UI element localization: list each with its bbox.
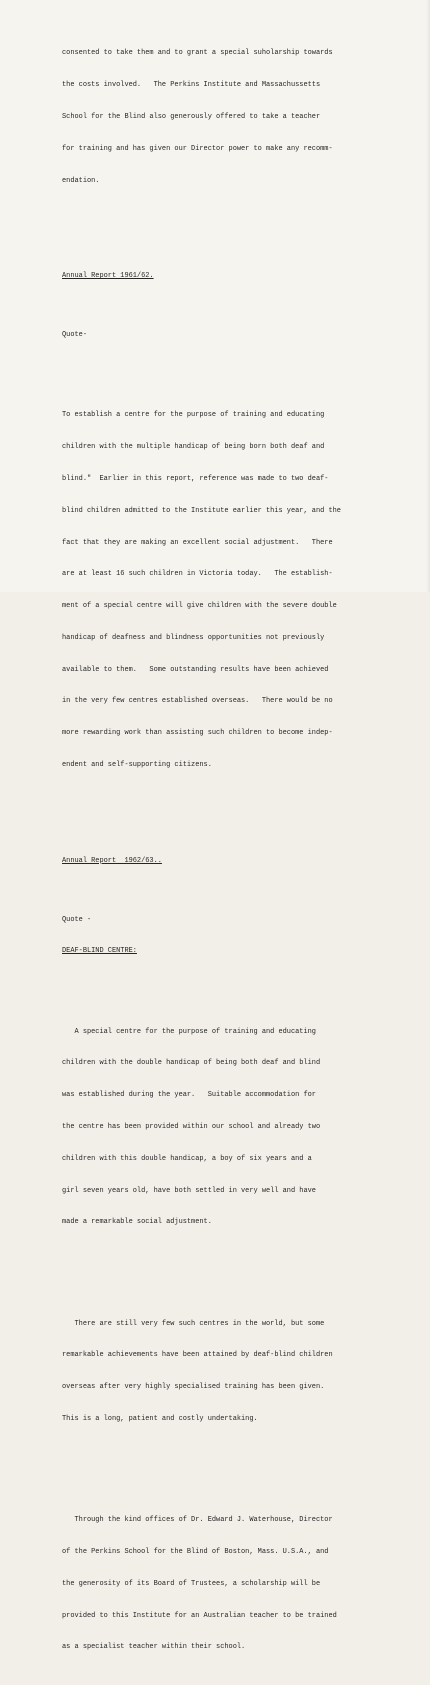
report-heading-1962: Annual Report 1962/63.. — [62, 856, 162, 865]
text-line: the generosity of its Board of Trustees, a scholarship will be — [62, 1579, 321, 1588]
text-line: made a remarkable social adjustment. — [62, 1218, 212, 1227]
text-line: A special centre for the purpose of training and educating — [62, 1027, 316, 1036]
text-line: fact that they are making an excellent social adjustment. There — [62, 538, 333, 547]
text-line: To establish a centre for the purpose of training and educating — [62, 411, 325, 420]
text-line: of the Perkins School for the Blind of Boston, Mass. U.S.A., and — [62, 1548, 329, 1557]
text-line: the centre has been provided within our school and already two — [62, 1122, 321, 1131]
text-line: consented to take them and to grant a special suholarship towards — [62, 49, 333, 58]
paragraph-scholarship — [62, 1494, 408, 1674]
text-line: for training and has given our Director power to make any recomm- — [62, 144, 333, 153]
text-line: children with the double handicap of being both deaf and blind — [62, 1059, 321, 1068]
section-subheading: DEAF-BLIND CENTRE: — [62, 947, 137, 956]
quote-paragraph-1961 — [62, 389, 408, 792]
text-line: overseas after very highly specialised training has been given. — [62, 1383, 325, 1392]
text-line: provided to this Institute for an Australian teacher to be trained — [62, 1611, 337, 1620]
report-heading-1961: Annual Report 1961/62. — [62, 272, 154, 281]
intro-paragraph — [62, 27, 408, 207]
text-line: Through the kind offices of Dr. Edward J. Waterhouse, Director — [62, 1516, 333, 1525]
text-line: endation. — [62, 176, 100, 185]
text-line: in the very few centres established overseas. There would be no — [62, 697, 333, 706]
text-line: blind." Earlier in this report, reference was made to two deaf- — [62, 474, 329, 483]
text-line: as a specialist teacher within their school. — [62, 1643, 246, 1652]
text-line: ment of a special centre will give children with the severe double — [62, 602, 337, 611]
quote-label: Quote- — [62, 331, 87, 340]
text-line: There are still very few such centres in the world, but some — [62, 1319, 325, 1328]
text-line: was established during the year. Suitable accommodation for — [62, 1091, 316, 1100]
text-line: School for the Blind also generously offered to take a teacher — [62, 112, 321, 121]
text-line: the costs involved. The Perkins Institute and Massachussetts — [62, 81, 321, 90]
text-line: available to them. Some outstanding results have been achieved — [62, 665, 329, 674]
text-line: are at least 16 such children in Victoria today. The establish- — [62, 570, 333, 579]
text-line: remarkable achievements have been attained by deaf-blind children — [62, 1351, 333, 1360]
text-line: This is a long, patient and costly undertaking. — [62, 1415, 258, 1423]
quote-label: Quote - — [62, 915, 92, 924]
text-line: endent and self-supporting citizens. — [62, 760, 212, 769]
text-line: more rewarding work than assisting such children to become indep- — [62, 729, 333, 738]
text-line: girl seven years old, have both settled in very well and have — [62, 1186, 316, 1195]
text-line: children with the multiple handicap of being born both deaf and — [62, 443, 325, 452]
text-line: blind children admitted to the Institute earlier this year, and the — [62, 506, 341, 515]
text-line: handicap of deafness and blindness opportunities not previously — [62, 633, 325, 642]
text-line: children with this double handicap, a boy of six years and a — [62, 1154, 312, 1163]
paragraph-few-centres — [62, 1297, 408, 1445]
paragraph-centre-established — [62, 1005, 408, 1249]
